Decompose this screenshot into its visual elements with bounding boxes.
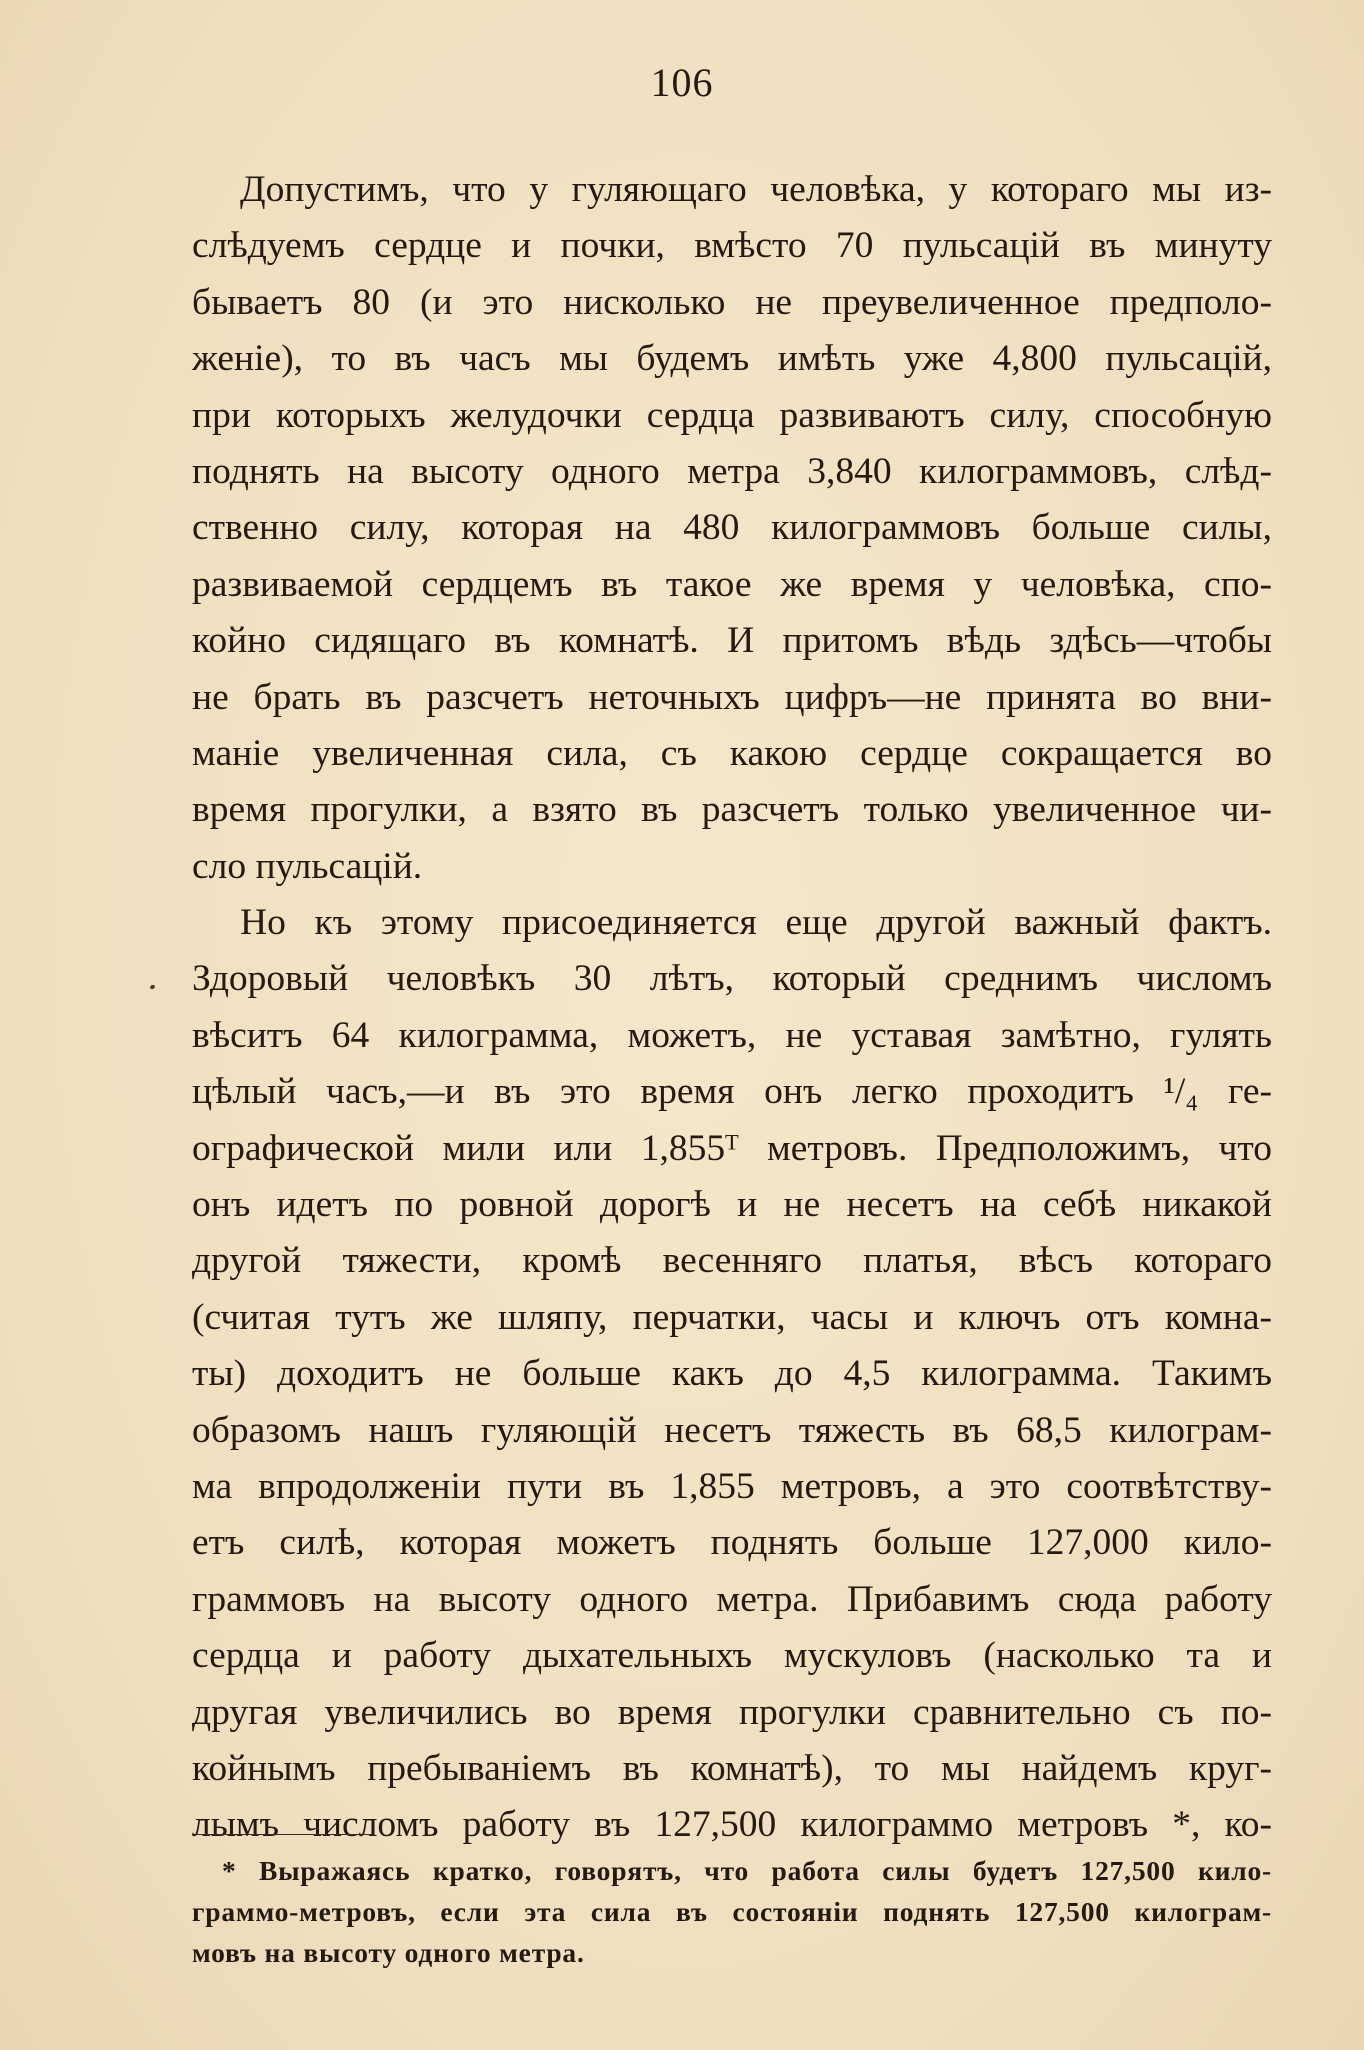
- footnote: [192, 1850, 1272, 1973]
- print-speck: [149, 984, 155, 990]
- text-line: Но къ этому присоединяется еще другой важный фактъ.: [240, 902, 1272, 944]
- text-line: граммовъ на высоту одного метра. Прибавимъ сюда работу: [192, 1578, 1272, 1620]
- text-line: Здоровый человѣкъ 30 лѣтъ, который среднимъ числомъ: [192, 958, 1272, 1000]
- text-line: етъ силѣ, которая можетъ поднять больше 127,000 кило-: [192, 1522, 1272, 1564]
- text-line: маніе увеличенная сила, съ какою сердце сокращается во: [192, 732, 1272, 774]
- text-line: не брать въ разсчетъ неточныхъ цифръ—не принята во вни-: [192, 676, 1272, 718]
- footnote-line: граммо-метровъ, если эта сила въ состояніи поднять 127,500 килограм-: [192, 1896, 1272, 1927]
- text-line: образомъ нашъ гуляющій несетъ тяжесть въ 68,5 килограм-: [192, 1409, 1272, 1451]
- text-line: развиваемой сердцемъ въ такое же время у человѣка, спо-: [192, 563, 1272, 605]
- text-line: койно сидящаго въ комнатѣ. И притомъ вѣдь здѣсь—чтобы: [192, 620, 1272, 662]
- text-line: онъ идетъ по ровной дорогѣ и не несетъ на себѣ никакой: [192, 1184, 1272, 1226]
- footnote-divider: [192, 1834, 374, 1835]
- body-text: [192, 162, 1272, 1854]
- text-line: вѣситъ 64 килограмма, можетъ, не уставая замѣтно, гулять: [192, 1014, 1272, 1056]
- footnote-line: * Выражаясь кратко, говорятъ, что работа силы будетъ 127,500 кило-: [222, 1855, 1272, 1886]
- text-line: при которыхъ желудочки сердца развиваютъ силу, способную: [192, 394, 1272, 436]
- page-number: 106: [650, 60, 714, 105]
- text-line: сло пульсацій.: [192, 845, 423, 887]
- text-line: другой тяжести, кромѣ весенняго платья, вѣсъ котораго: [192, 1240, 1272, 1282]
- text-line: ственно силу, которая на 480 килограммовъ больше силы,: [192, 507, 1272, 549]
- text-line: цѣлый часъ,—и въ это время онъ легко проходитъ ¹/₄ ге-: [192, 1071, 1272, 1113]
- text-line: ографической мили или 1,855ᵀ метровъ. Предположимъ, что: [192, 1127, 1272, 1169]
- text-line: женіе), то въ часъ мы будемъ имѣть уже 4,800 пульсацій,: [192, 338, 1272, 380]
- text-line: время прогулки, а взято въ разсчетъ только увеличенное чи-: [192, 789, 1272, 831]
- text-line: Допустимъ, что у гуляющаго человѣка, у котораго мы из-: [240, 169, 1272, 210]
- text-line: ма впродолженіи пути въ 1,855 метровъ, а это соотвѣтству-: [192, 1465, 1272, 1507]
- text-line: сердца и работу дыхательныхъ мускуловъ (насколько та и: [192, 1635, 1272, 1677]
- text-line: слѣдуемъ сердце и почки, вмѣсто 70 пульсацій въ минуту: [192, 225, 1272, 267]
- text-line: поднять на высоту одного метра 3,840 килограммовъ, слѣд-: [192, 450, 1272, 492]
- footnote-line: мовъ на высоту одного метра.: [192, 1937, 585, 1968]
- text-line: бываетъ 80 (и это нисколько не преувеличенное предполо-: [192, 281, 1272, 323]
- text-line: другая увеличились во время прогулки сравнительно съ по-: [192, 1691, 1272, 1733]
- text-line: ты) доходитъ не больше какъ до 4,5 килограмма. Такимъ: [192, 1353, 1272, 1395]
- text-line: койнымъ пребываніемъ въ комнатѣ), то мы найдемъ круг-: [192, 1747, 1272, 1789]
- text-line: (считая тутъ же шляпу, перчатки, часы и ключъ отъ комна-: [192, 1296, 1272, 1338]
- text-line: лымъ числомъ работу въ 127,500 килограммо метровъ *, ко-: [192, 1804, 1272, 1846]
